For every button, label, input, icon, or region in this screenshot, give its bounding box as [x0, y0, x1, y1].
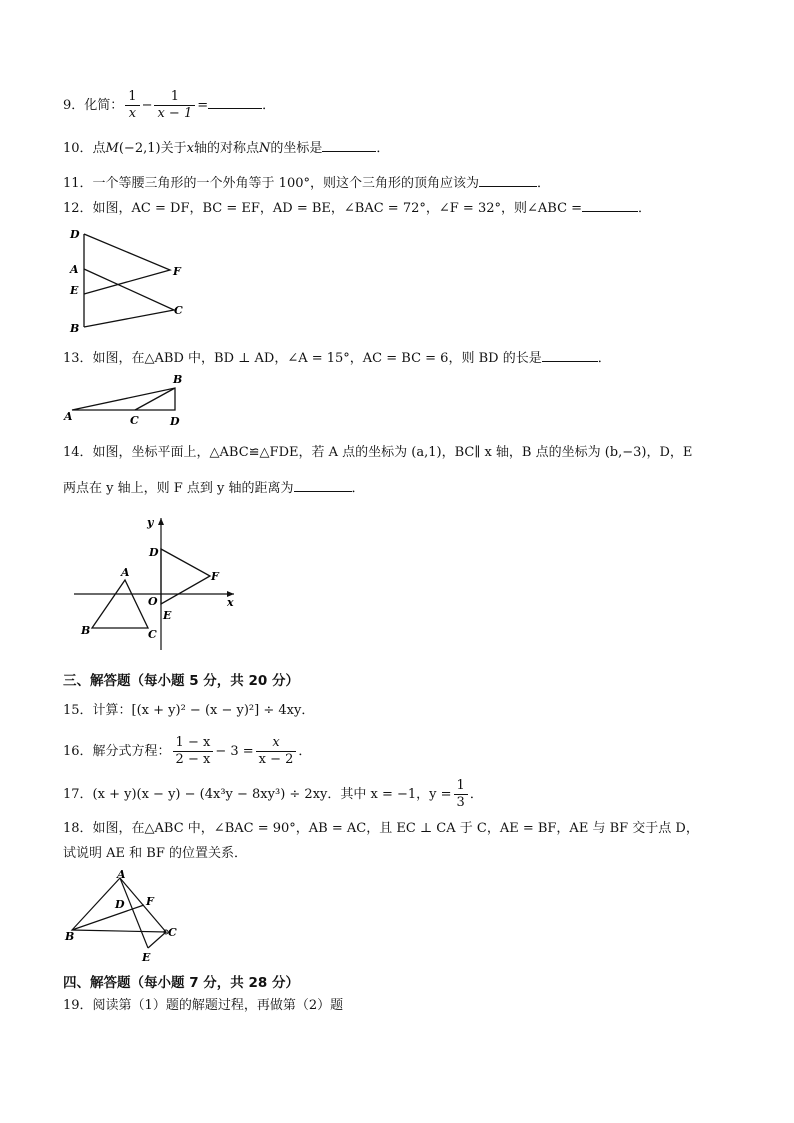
q16-fraction-1: $\frac{1 - x}{2 - x}$ [173, 735, 214, 768]
label-F: F [211, 570, 219, 583]
label-A: A [64, 410, 73, 423]
question-10: 10．点M(−2,1)关于x轴的对称点N的坐标是 ． [63, 141, 390, 156]
figure-q18 [62, 870, 182, 964]
section-4-heading: 四、解答题（每小题 7 分，共 28 分） [63, 975, 299, 991]
question-12: 12．如图，AC = DF，BC = EF，AD = BE，∠BAC = 72°，∠F = 32°，则∠ABC = ． [63, 201, 652, 216]
label-E: E [142, 951, 151, 964]
label-D: D [149, 546, 159, 559]
label-D: D [170, 415, 180, 428]
question-18-line-1: 18．如图，在△ABC 中，∠BAC = 90°，AB = AC，且 EC ⊥ CA 于 C，AE = BF，AE 与 BF 交于点 D， [63, 821, 699, 836]
q9-fraction-1: $\frac{1}{x}$ [125, 89, 139, 122]
q9-fraction-2: $\frac{1}{x - 1}$ [154, 89, 195, 122]
label-A: A [121, 566, 130, 579]
label-C: C [168, 926, 177, 939]
label-y: y [147, 516, 154, 529]
question-14-line-2: 两点在 y 轴上，则 F 点到 y 轴的距离为 ． [63, 481, 365, 496]
question-13: 13．如图，在△ABD 中，BD ⊥ AD，∠A = 15°，AC = BC = 6，则 BD 的长是 ． [63, 351, 611, 366]
answer-blank [322, 139, 376, 152]
q16-fraction-2: $\frac{x}{x - 2}$ [256, 735, 297, 768]
question-16: 16．解分式方程： $\frac{1 - x}{2 - x}$ − 3 = $\frac{x}{x - 2}$ ． [63, 735, 312, 767]
label-E: E [163, 609, 172, 622]
answer-blank [294, 479, 352, 492]
label-D: D [115, 898, 125, 911]
answer-blank [479, 174, 537, 187]
figure-q13 [62, 372, 192, 430]
section-3-heading: 三、解答题（每小题 5 分，共 20 分） [63, 673, 299, 689]
label-B: B [65, 930, 75, 943]
question-14-line-1: 14．如图，坐标平面上，△ABC≌△FDE，若 A 点的坐标为 (a,1)，BC∥ x 轴，B 点的坐标为 (b,−3)，D，E [63, 445, 693, 460]
answer-blank [208, 96, 262, 109]
question-11: 11．一个等腰三角形的一个外角等于 100°，则这个三角形的顶角应该为 ． [63, 176, 551, 191]
label-D: D [70, 228, 80, 241]
label-C: C [174, 304, 183, 317]
label-B: B [173, 373, 183, 386]
label-A: A [117, 870, 126, 881]
figure-q14 [70, 512, 250, 654]
question-18-line-2: 试说明 AE 和 BF 的位置关系． [63, 846, 247, 861]
q17-fraction: $\frac{1}{3}$ [454, 778, 468, 811]
question-9: 9．化简： $\frac{1}{x}$ − $\frac{1}{x - 1}$ = ． [63, 89, 276, 121]
label-B: B [81, 624, 91, 637]
answer-blank [582, 199, 638, 212]
label-F: F [173, 265, 181, 278]
question-15: 15．计算：[(x + y)² − (x − y)²] ÷ 4xy． [63, 703, 315, 718]
question-19: 19．阅读第（1）题的解题过程，再做第（2）题 [63, 998, 344, 1013]
label-E: E [70, 284, 79, 297]
label-C: C [148, 628, 157, 641]
label-C: C [130, 414, 139, 427]
label-O: O [148, 595, 158, 608]
label-B: B [70, 322, 80, 335]
q9-prefix: 9．化简： [63, 98, 124, 113]
answer-blank [542, 349, 598, 362]
label-x: x [227, 596, 234, 609]
label-A: A [70, 263, 79, 276]
label-F: F [146, 895, 154, 908]
question-17: 17．(x + y)(x − y) − (4x³y − 8xy³) ÷ 2xy．其中 x = −1，y = $\frac{1}{3}$ ． [63, 778, 483, 810]
figure-q12 [66, 224, 196, 336]
